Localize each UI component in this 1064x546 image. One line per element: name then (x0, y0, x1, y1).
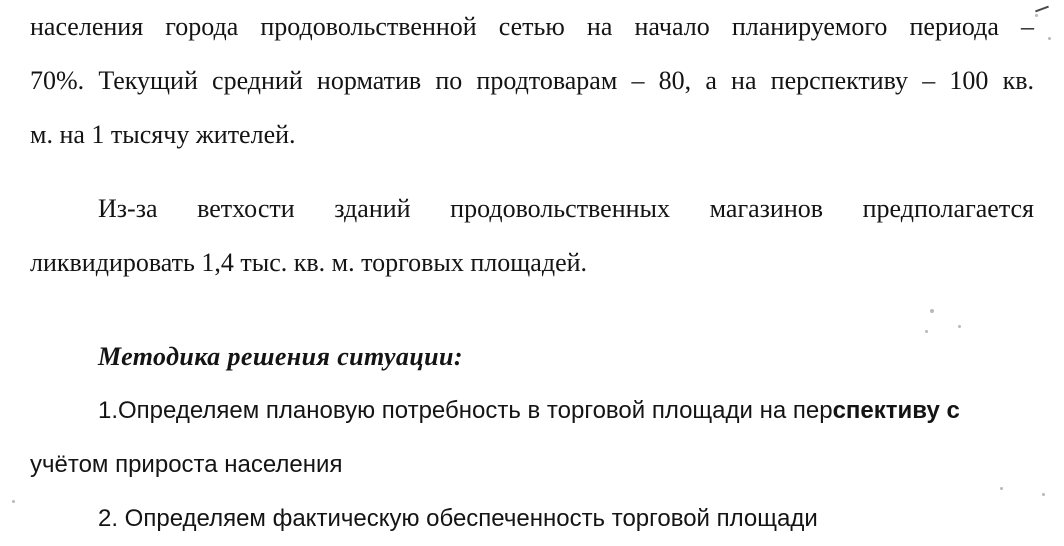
scan-speck (925, 330, 928, 333)
paragraph-spacer (30, 310, 1034, 330)
list-item-continuation: учётом прироста населения (30, 451, 343, 478)
paragraph-line: м. на 1 тысячу жителей. (30, 120, 296, 149)
scan-speck (930, 309, 934, 313)
scan-speck (958, 325, 961, 328)
scan-mark (1035, 6, 1049, 13)
section-heading: Методика решения ситуации: (98, 342, 463, 371)
scan-speck (1000, 487, 1003, 490)
list-item (30, 384, 1034, 438)
scan-speck (12, 500, 15, 503)
paragraph-line: Из-за ветхости зданий продовольственных магазинов предполагается (98, 194, 1034, 223)
paragraph-line: населения города продовольственной сетью на начало планируемого периода – (30, 12, 1034, 41)
scan-speck (1035, 14, 1038, 17)
paragraph-spacer (30, 290, 1034, 310)
list-item-text: 1.Определяем плановую потребность в торговой площади на пер (98, 397, 833, 424)
list-item: 2. Определяем фактическую обеспеченность торговой площади (98, 505, 818, 532)
paragraph-line: ликвидировать 1,4 тыс. кв. м. торговых площадей. (30, 248, 588, 277)
paragraph-spacer (30, 162, 1034, 182)
paragraph-line: 70%. Текущий средний норматив по продтоварам – 80, а на перспективу – 100 кв. (30, 66, 1034, 95)
scan-speck (1042, 493, 1045, 496)
scan-speck (1048, 37, 1051, 40)
list-item-emphasis: спективу с (832, 397, 960, 424)
document-body (30, 0, 1034, 546)
